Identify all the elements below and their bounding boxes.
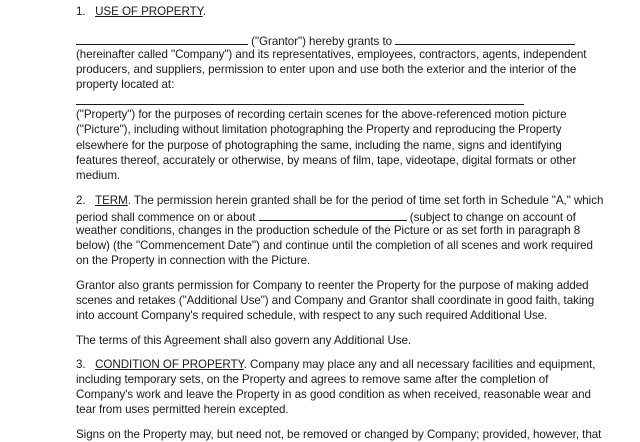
- section-3-line: tear from uses permitted herein excepted.: [76, 403, 289, 416]
- section-1-para-2-line: elsewhere for the purpose of photographing the same, including the name, signs and identifying: [76, 139, 562, 152]
- section-2-number: 2.: [76, 194, 86, 207]
- section-3-line-1: . Company may place any and all necessary facilities and equipment,: [243, 358, 596, 371]
- section-1-number: 1.: [76, 5, 86, 18]
- section-1-title-suffix: .: [202, 5, 206, 18]
- section-2-para-2-line: scenes and retakes ("Additional Use") and Company and Grantor shall coordinate in good faith, taking: [76, 294, 595, 307]
- commencement-date-blank[interactable]: [259, 209, 407, 221]
- section-2-line: on the Property in connection with the Picture.: [76, 254, 311, 267]
- company-name-blank[interactable]: [395, 33, 575, 45]
- commencement-line-pre: period shall commence on or about: [76, 211, 256, 224]
- section-1-title: USE OF PROPERTY: [95, 5, 203, 18]
- section-2-para-3: The terms of this Agreement shall also govern any Additional Use.: [76, 334, 412, 347]
- section-1-line-4: property located at:: [76, 78, 175, 91]
- section-2-heading: [76, 194, 603, 208]
- grantor-line-text: ("Grantor") hereby grants to: [251, 35, 393, 48]
- section-1-para-2-line: features thereof, accurately or otherwise, by means of film, tape, videotape, digital formats or other: [76, 154, 577, 167]
- grantor-name-blank[interactable]: [76, 33, 248, 45]
- section-3-para-2: Signs on the Property may, but need not, be removed or changed by Company; provided, however, that: [76, 428, 602, 441]
- property-address-line: [76, 93, 524, 109]
- section-2-title: TERM: [95, 194, 128, 207]
- property-address-blank[interactable]: [76, 93, 524, 105]
- section-3-heading: [76, 358, 595, 372]
- section-2-line: weather conditions, changes in the production schedule of the Picture or as set forth in paragraph 8: [76, 224, 581, 237]
- section-1-para-2-line: medium.: [76, 169, 121, 182]
- section-3-title: CONDITION OF PROPERTY: [95, 358, 244, 371]
- section-2-line-1: . The permission herein granted shall be for the period of time set forth in Schedule "A," which: [127, 194, 604, 207]
- commencement-line-post: (subject to change on account of: [409, 211, 576, 224]
- section-2-para-2-line: into account Company's required schedule, with respect to any such required Additional Use.: [76, 309, 548, 322]
- section-3-line: including temporary sets, on the Property and agrees to remove same after the completion of: [76, 373, 549, 386]
- grantor-line: [76, 33, 575, 49]
- section-1-line-2: (hereinafter called "Company") and its representatives, employees, contractors, agents, independent: [76, 48, 587, 61]
- section-2-line: below) (the "Commencement Date") and continue until the completion of all scenes and work required: [76, 239, 593, 252]
- section-1-para-2-line: ("Picture"), including without limitation photographing the Property and reproducing the Property: [76, 123, 562, 136]
- section-3-number: 3.: [76, 358, 86, 371]
- section-3-line: Company's work and leave the Property in as good condition as when received, reasonable wear and: [76, 388, 591, 401]
- section-2-para-2-line: Grantor also grants permission for Company to reenter the Property for the purpose of making added: [76, 279, 589, 292]
- section-1-line-3: producers, and suppliers, permission to enter upon and use both the exterior and the interior of the: [76, 63, 577, 76]
- section-1-para-2-line: ("Property") for the purposes of recording certain scenes for the above-referenced motion picture: [76, 108, 567, 121]
- section-1-heading: [76, 5, 206, 19]
- commencement-line: [76, 209, 576, 225]
